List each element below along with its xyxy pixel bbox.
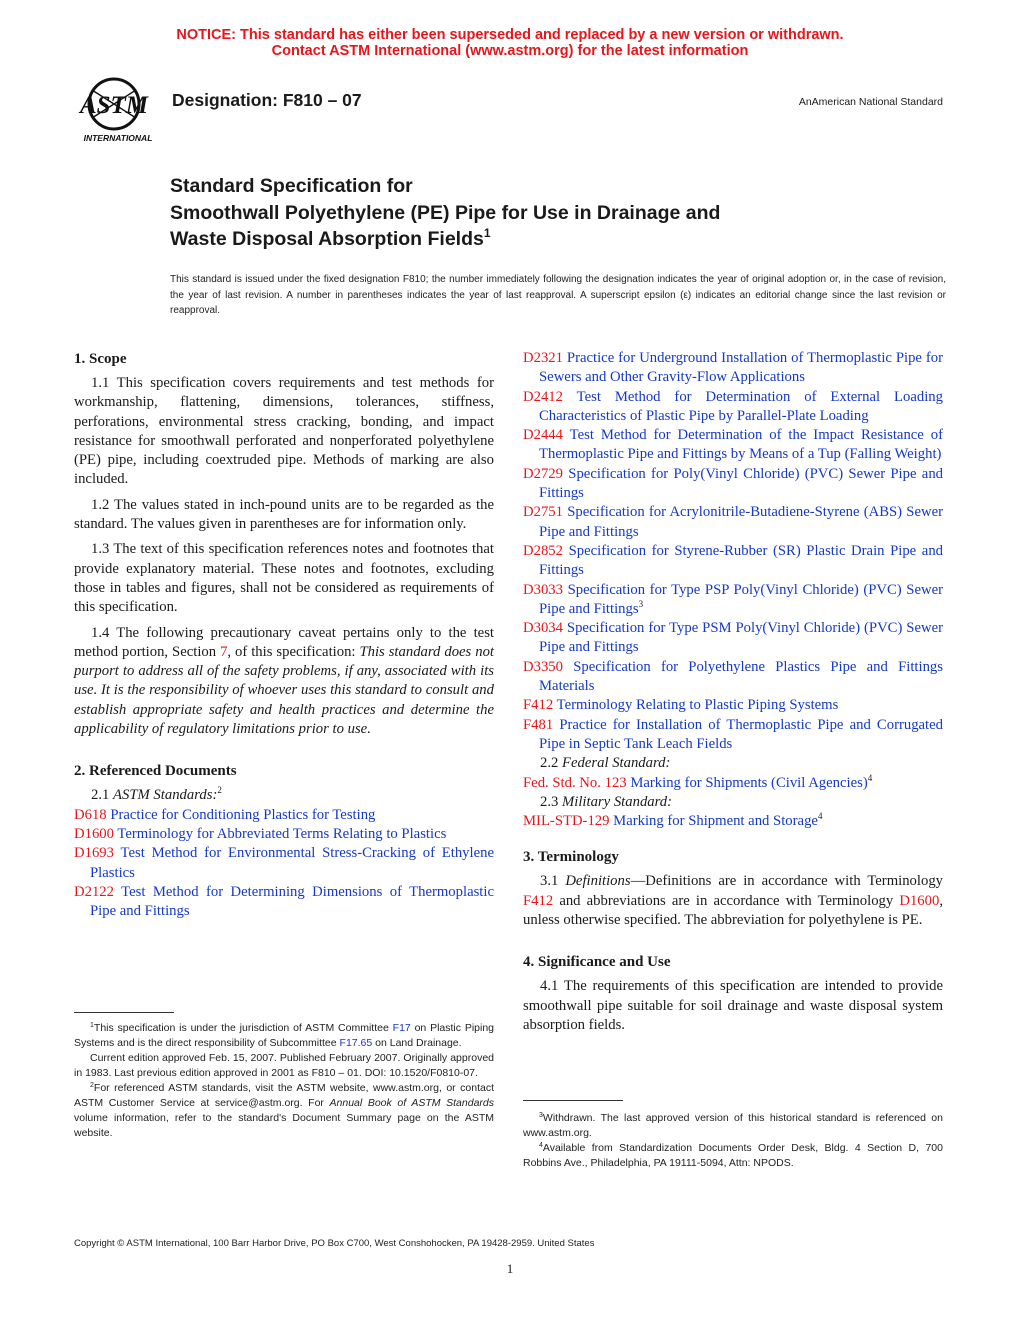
terminology-heading: 3. Terminology — [523, 849, 619, 866]
reference-code[interactable]: D2751 — [523, 504, 563, 521]
scope-1-1: 1.1 This specification covers requirements and test methods for workmanship, flattening, dimensions, tolerances, stiffness, perforations, environmental stress cracking, bonding, and impact resistance for smoothwall perforated and nonperforated polyethylene (PE) pipe, including coextruded pipe. Methods of marking are also included. — [74, 375, 494, 488]
reference-code[interactable]: D3033 — [523, 581, 563, 598]
term-defs: Definitions — [565, 873, 631, 890]
copyright: Copyright © ASTM International, 100 Barr Harbor Drive, PO Box C700, West Conshohocken, PA 19428-2959. United States — [74, 1238, 595, 1249]
scope-1-3: 1.3 The text of this specification references notes and footnotes that provide explanatory material. These notes and footnotes, excluding those in tables and figures, shall not be considered as requirements of this specification. — [74, 541, 494, 616]
footnote-divider-left — [74, 1012, 174, 1013]
reference-item[interactable] — [523, 581, 943, 620]
federal-ref-mark: 4 — [867, 772, 873, 783]
title-line-3-text: Waste Disposal Absorption Fields — [170, 228, 484, 250]
fn1-a: This specification is under the jurisdiction of ASTM Committee — [93, 1022, 393, 1034]
reference-item[interactable] — [523, 426, 943, 465]
military-standard-label — [523, 793, 943, 812]
military-label: Military Standard: — [562, 793, 673, 810]
reference-code[interactable]: F481 — [523, 716, 554, 733]
astm-logo — [74, 76, 160, 144]
astm-label: ASTM Standards: — [113, 787, 218, 804]
reference-code[interactable]: D2729 — [523, 465, 563, 482]
reference-title[interactable]: Specification for Type PSP Poly(Vinyl Chloride) (PVC) Sewer Pipe and Fittings — [539, 581, 944, 617]
footnote-2 — [74, 1081, 494, 1141]
reference-code[interactable]: D2444 — [523, 427, 563, 444]
term-c: , unless otherwise specified. The abbreviation for polyethylene is PE. — [523, 892, 943, 929]
reference-item[interactable] — [523, 696, 943, 715]
fn3-mark: 3 — [539, 1112, 543, 1119]
astm-footnote-mark: 2 — [217, 785, 222, 796]
d1600-link[interactable]: D1600 — [899, 892, 940, 909]
reference-code[interactable]: D618 — [74, 806, 107, 823]
federal-standard-label — [523, 754, 943, 773]
scope-heading: 1. Scope — [74, 351, 127, 367]
military-num: 2.3 — [540, 793, 563, 810]
issued-note: This standard is issued under the fixed designation F810; the number immediately following the designation indicates the year of original adoption or, in the case of revision, the year of last revision. A number in parentheses indicates the year of last reapproval. A superscript epsilon (ε) indicates an editorial change since the last revision or reapproval. — [170, 274, 946, 316]
scope-1-4-b: , of this specification: — [227, 643, 360, 660]
reference-code[interactable]: F412 — [523, 697, 554, 714]
committee-f17-link[interactable]: F17 — [392, 1022, 411, 1034]
reference-title[interactable]: Terminology Relating to Plastic Piping Systems — [556, 697, 839, 714]
fn1-c: on Land Drainage. — [372, 1037, 462, 1049]
term-a: —Definitions are in accordance with Terminology — [630, 873, 944, 890]
footnotes-left — [74, 1021, 494, 1141]
significance-heading: 4. Significance and Use — [523, 954, 671, 971]
fn3-text: Withdrawn. The last approved version of this historical standard is referenced on www.astm.org. — [523, 1112, 943, 1139]
reference-code[interactable]: D2412 — [523, 388, 563, 405]
astm-standards-label — [74, 786, 494, 805]
fn4-text: Available from Standardization Documents Order Desk, Bldg. 4 Section D, 700 Robbins Ave., Philadelphia, PA 19111-5094, Attn: NPODS. — [523, 1142, 943, 1169]
section-7-link[interactable]: 7 — [220, 643, 228, 660]
title-footnote-mark: 1 — [483, 226, 491, 240]
reference-title[interactable]: Specification for Acrylonitrile-Butadiene-Styrene (ABS) Sewer Pipe and Fittings — [539, 504, 943, 540]
terminology-3-1 — [523, 872, 943, 930]
fn4-mark: 4 — [539, 1142, 543, 1149]
military-ref-mark: 4 — [817, 811, 823, 822]
reference-title[interactable]: Specification for Styrene-Rubber (SR) Plastic Drain Pipe and Fittings — [539, 542, 944, 579]
reference-title[interactable]: Test Method for Determination of the Impact Resistance of Thermoplastic Pipe and Fittings by Means of a Tup (Falling Weight) — [539, 427, 943, 463]
reference-title[interactable]: Test Method for Determination of External Loading Characteristics of Plastic Pipe by Parallel-Plate Loading — [539, 388, 943, 424]
reference-title[interactable]: Specification for Polyethylene Plastics Pipe and Fittings Materials — [539, 658, 943, 695]
notice-line-1: NOTICE: This standard has either been superseded and replaced by a new version or withdrawn. — [176, 27, 844, 43]
reference-footnote-mark: 3 — [638, 598, 644, 609]
reference-title[interactable]: Terminology for Abbreviated Terms Relating to Plastics — [117, 825, 447, 842]
f412-link[interactable]: F412 — [523, 892, 554, 909]
designation: Designation: F810 – 07 — [172, 90, 362, 110]
logo-sub: INTERNATIONAL — [83, 133, 153, 143]
reference-title[interactable]: Practice for Conditioning Plastics for Testing — [110, 806, 376, 823]
reference-code[interactable]: D2852 — [523, 542, 563, 559]
right-column — [523, 349, 943, 1041]
military-ref-code[interactable]: MIL-STD-129 — [523, 813, 610, 830]
reference-code[interactable]: D2321 — [523, 350, 563, 366]
reference-code[interactable]: D1600 — [74, 825, 114, 842]
reference-title[interactable]: Specification for Type PSM Poly(Vinyl Chloride) (PVC) Sewer Pipe and Fittings — [539, 620, 943, 656]
reference-code[interactable]: D1693 — [74, 845, 114, 862]
fn1-b: on Plastic Piping Systems and is the direct responsibility of Subcommittee — [74, 1022, 495, 1049]
refs-left-list — [74, 806, 494, 922]
military-ref-text[interactable]: Marking for Shipment and Storage — [613, 813, 818, 830]
title-line-3 — [170, 226, 890, 253]
national-standard-label: AnAmerican National Standard — [798, 96, 943, 108]
reference-item[interactable] — [523, 619, 943, 658]
reference-item[interactable] — [523, 716, 943, 755]
federal-num: 2.2 — [540, 755, 563, 772]
reference-item[interactable] — [523, 388, 943, 427]
left-column — [74, 349, 494, 921]
reference-item[interactable] — [74, 844, 494, 883]
reference-title[interactable]: Specification for Poly(Vinyl Chloride) (PVC) Sewer Pipe and Fittings — [539, 465, 944, 502]
astm-label-num: 2.1 — [91, 787, 114, 804]
term-b: and abbreviations are in accordance with Terminology — [553, 892, 900, 909]
reference-title[interactable]: Practice for Underground Installation of Thermoplastic Pipe for Sewers and Other Gravity-Flow Applications — [539, 350, 944, 386]
footnote-divider-right — [523, 1100, 623, 1101]
footnote-4 — [523, 1141, 943, 1171]
footnote-1 — [74, 1021, 494, 1051]
fn2-b: volume information, refer to the standard's Document Summary page on the ASTM website. — [74, 1112, 494, 1139]
reference-item[interactable] — [74, 883, 494, 922]
reference-item[interactable] — [523, 349, 943, 388]
reference-code[interactable]: D2122 — [74, 883, 114, 900]
fn2-a: For referenced ASTM standards, visit the ASTM website, www.astm.org, or contact ASTM Customer Service at service@astm.org. For — [74, 1082, 494, 1109]
footnotes-right — [523, 1111, 943, 1171]
page-number: 1 — [506, 1261, 514, 1276]
document-title — [170, 173, 890, 253]
reference-item[interactable] — [74, 825, 494, 844]
reference-title[interactable]: Test Method for Environmental Stress-Cracking of Ethylene Plastics — [90, 845, 494, 881]
footnote-3 — [523, 1111, 943, 1141]
fn2-italic: Annual Book of ASTM Standards — [329, 1097, 494, 1109]
refs-right-list — [523, 349, 943, 754]
fn2-mark: 2 — [90, 1082, 94, 1089]
reference-code[interactable]: D3350 — [523, 658, 563, 675]
scope-1-2: 1.2 The values stated in inch-pound units are to be regarded as the standard. The values given in parentheses are for information only. — [74, 496, 494, 533]
military-ref[interactable] — [523, 812, 943, 831]
scope-1-4-a: 1.4 The following precautionary caveat pertains only to the test method portion, Section — [74, 624, 494, 660]
reference-item[interactable] — [523, 465, 943, 504]
reference-title[interactable]: Test Method for Determining Dimensions of Thermoplastic Pipe and Fittings — [90, 883, 494, 920]
title-line-2: Smoothwall Polyethylene (PE) Pipe for Use in Drainage and — [170, 201, 721, 224]
federal-label: Federal Standard: — [562, 755, 671, 772]
reference-item[interactable] — [523, 503, 943, 542]
reference-title[interactable]: Practice for Installation of Thermoplastic Pipe and Corrugated Pipe in Septic Tank Leach Fields — [539, 716, 943, 752]
safety-caveat: This standard does not purport to address all of the safety problems, if any, associated with its use. It is the responsibility of whoever uses this standard to consult and establish appropriate safety and health practices and determine the applicability of regulatory limitations prior to use. — [74, 643, 494, 738]
subcommittee-f17-65-link[interactable]: F17.65 — [339, 1037, 373, 1049]
logo-text: ASTM — [79, 92, 149, 119]
reference-item[interactable] — [523, 542, 943, 581]
notice-line-2: Contact ASTM International (www.astm.org) for the latest information — [271, 43, 749, 59]
significance-4-1: 4.1 The requirements of this specification are intended to provide smoothwall pipe suitable for soil drainage and waste disposal system absorption fields. — [523, 978, 943, 1033]
reference-item[interactable] — [523, 658, 943, 697]
federal-ref-code[interactable]: Fed. Std. No. 123 — [523, 774, 627, 791]
reference-item[interactable] — [74, 806, 494, 825]
term-num: 3.1 — [540, 873, 566, 890]
scope-1-4 — [74, 624, 494, 740]
reference-code[interactable]: D3034 — [523, 620, 563, 637]
federal-ref[interactable] — [523, 774, 943, 793]
referenced-heading: 2. Referenced Documents — [74, 763, 237, 780]
federal-ref-text[interactable]: Marking for Shipments (Civil Agencies) — [630, 774, 868, 791]
footnote-1-approval: Current edition approved Feb. 15, 2007. Published February 2007. Originally approved in 1983. Last previous edition approved in 2001 as F810 – 01. DOI: 10.1520/F0810-07. — [74, 1052, 494, 1079]
fn1-mark: 1 — [90, 1022, 94, 1029]
astm-logo-icon — [74, 76, 160, 144]
title-line-1: Standard Specification for — [170, 175, 413, 197]
